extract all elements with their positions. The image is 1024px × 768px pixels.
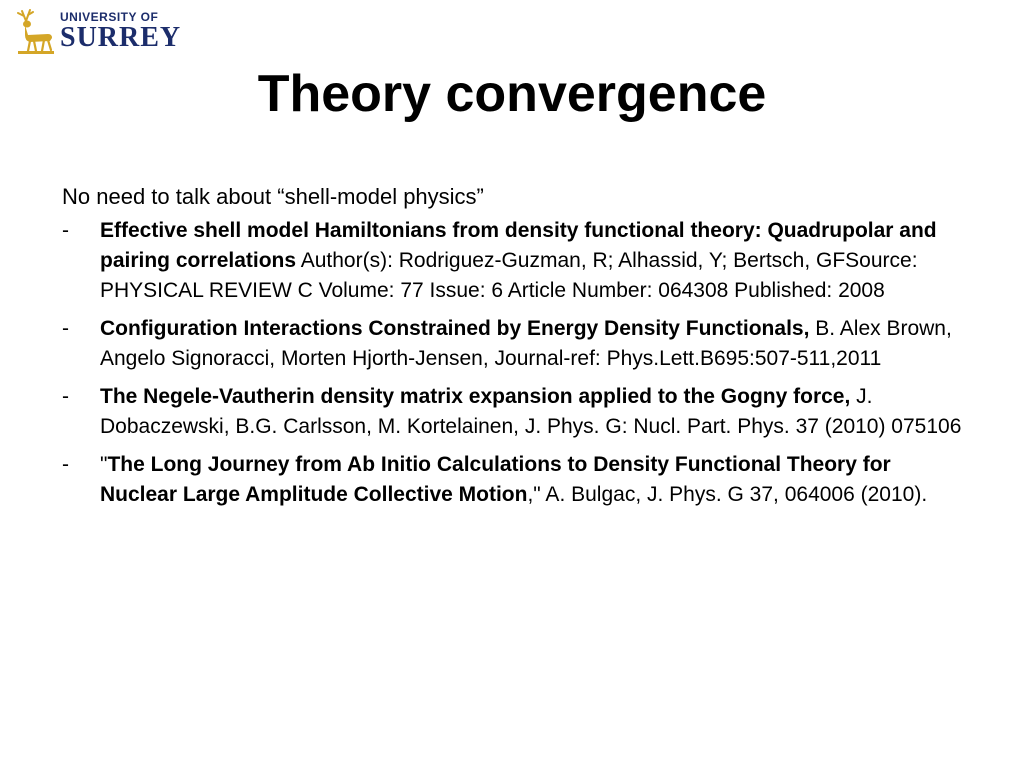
reference-item <box>62 314 962 374</box>
logo-text <box>60 11 181 52</box>
logo-line-2: SURREY <box>60 21 182 53</box>
bullet-dash: - <box>62 219 69 242</box>
reference-list <box>62 216 962 510</box>
reference-prefix: " <box>100 453 108 476</box>
bullet-dash: - <box>62 385 69 408</box>
reference-item <box>62 216 962 306</box>
reference-details: B. Alex Brown, Angelo Signoracci, Morten Hjorth-Jensen, Journal-ref: Phys.Lett.B695:507-511,2011 <box>100 317 952 370</box>
bullet-dash: - <box>62 317 69 340</box>
reference-item <box>62 450 962 510</box>
reference-title: The Negele-Vautherin density matrix expansion applied to the Gogny force, <box>100 385 851 408</box>
reference-details: Author(s): Rodriguez-Guzman, R; Alhassid, Y; Bertsch, GFSource: PHYSICAL REVIEW C Volume: 77 Issue: 6 Article Number: 064308 Published: 2008 <box>100 249 918 302</box>
bullet-dash: - <box>62 453 69 476</box>
reference-details: ," A. Bulgac, J. Phys. G 37, 064006 (2010). <box>527 483 928 506</box>
slide-title: Theory convergence <box>257 65 767 123</box>
reference-title: Effective shell model Hamiltonians from density functional theory: Quadrupolar and pairing correlations <box>100 219 937 272</box>
reference-title: The Long Journey from Ab Initio Calculations to Density Functional Theory for Nuclear Large Amplitude Collective Motion <box>100 453 891 506</box>
logo-line-1: UNIVERSITY OF <box>60 9 159 24</box>
stag-icon <box>12 7 56 55</box>
intro-text: No need to talk about “shell-model physics” <box>62 184 484 209</box>
slide-content <box>62 184 962 518</box>
university-logo <box>12 6 182 56</box>
reference-details: J. Dobaczewski, B.G. Carlsson, M. Kortelainen, J. Phys. G: Nucl. Part. Phys. 37 (2010) 075106 <box>100 385 962 438</box>
reference-title: Configuration Interactions Constrained by Energy Density Functionals, <box>100 317 810 340</box>
reference-item <box>62 382 962 442</box>
